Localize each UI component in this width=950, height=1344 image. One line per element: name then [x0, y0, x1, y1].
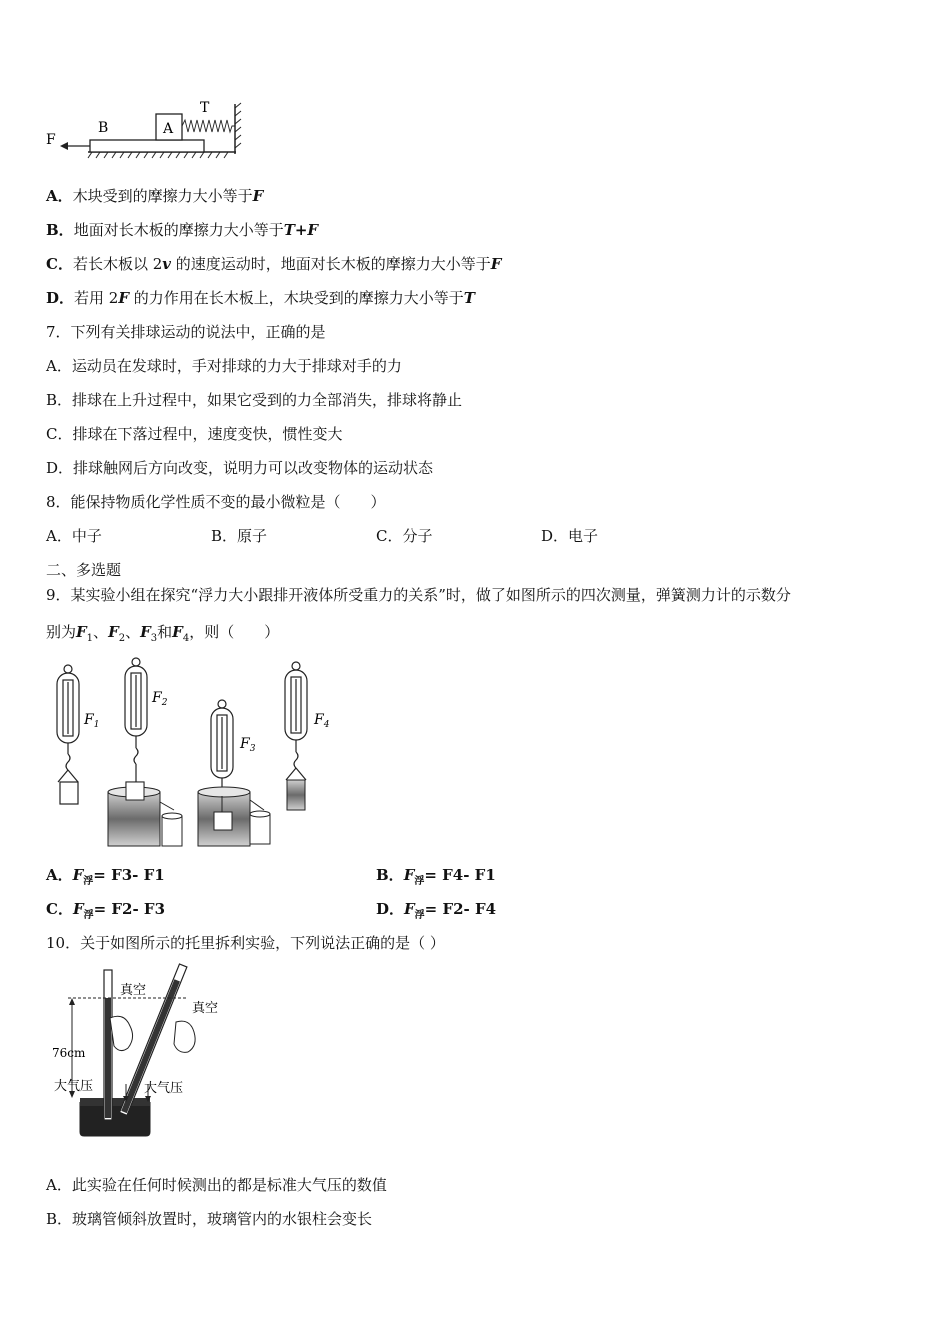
q6-option-b: B．地面对长木板的摩擦力大小等于T+F [46, 221, 319, 239]
torricelli-figure [48, 962, 248, 1142]
q9-option-b: B．$F_浮= F4-$ F1 [376, 866, 496, 887]
f1-label: $F_1$ [84, 712, 100, 730]
spring-scale-figure [46, 652, 346, 850]
q10-option-a: A．此实验在任何时候测出的都是标准大气压的数值 [46, 1176, 387, 1194]
q6-option-d: D．若用 2F 的力作用在长木板上，木块受到的摩擦力大小等于T [46, 289, 475, 307]
board-spring-figure [44, 98, 248, 160]
q8-stem: 8．能保持物质化学性质不变的最小微粒是（ ） [46, 493, 386, 511]
spring-scale-2 [125, 658, 147, 800]
section-heading: 二、多选题 [46, 561, 122, 579]
f2-label: $F_2$ [152, 690, 168, 708]
q8-option-d: D．电子 [541, 527, 599, 545]
q9-stem-line2: 别为$F_1$、$F_2$、$F_3$和$F_4$，则（ ） [46, 623, 280, 644]
q9-option-d: D．$F_浮= F2-$ F4 [376, 900, 497, 921]
q7-stem: 7．下列有关排球运动的说法中，正确的是 [46, 323, 326, 341]
spring-scale-1 [57, 665, 79, 804]
q8-option-b: B．原子 [211, 527, 268, 545]
block-a-label: A [163, 121, 174, 137]
tension-t-label: T [200, 100, 210, 116]
f3-label: $F_3$ [240, 736, 256, 754]
q10-option-b: B．玻璃管倾斜放置时，玻璃管内的水银柱会变长 [46, 1210, 373, 1228]
vacuum-label-2: 真空 [192, 1001, 219, 1016]
q7-option-c: C．排球在下落过程中，速度变快，惯性变大 [46, 425, 343, 443]
q9-option-c: C．$F_浮= F2-$ F3 [46, 900, 166, 921]
board-b-label: B [98, 120, 109, 136]
force-f-label: F [46, 132, 56, 148]
q6-option-a: A．木块受到的摩擦力大小等于F [46, 187, 264, 205]
q6-option-c: C．若长木板以 2v 的速度运动时，地面对长木板的摩擦力大小等于F [46, 255, 502, 273]
atm-label-2: 大气压 [144, 1081, 184, 1096]
q8-option-c: C．分子 [376, 527, 433, 545]
q9-stem-line1: 9．某实验小组在探究“浮力大小跟排开液体所受重力的关系”时，做了如图所示的四次测量，弹簧测力计的示数分 [46, 586, 791, 604]
f4-label: $F_4$ [314, 712, 330, 730]
q9-option-a: A．$F_浮= F3-$ F1 [46, 866, 165, 887]
q10-stem: 10．关于如图所示的托里拆利实验，下列说法正确的是（ ） [46, 934, 445, 952]
q7-option-d: D．排球触网后方向改变，说明力可以改变物体的运动状态 [46, 459, 434, 477]
spring-scale-4 [285, 662, 307, 780]
atm-label-1: 大气压 [54, 1079, 94, 1094]
q8-option-a: A．中子 [46, 527, 102, 545]
q7-option-a: A．运动员在发球时，手对排球的力大于排球对手的力 [46, 357, 402, 375]
height-label: 76cm [52, 1046, 86, 1060]
q7-option-b: B．排球在上升过程中，如果它受到的力全部消失，排球将静止 [46, 391, 463, 409]
vacuum-label-1: 真空 [120, 983, 147, 998]
spring-scale-3 [211, 700, 233, 796]
